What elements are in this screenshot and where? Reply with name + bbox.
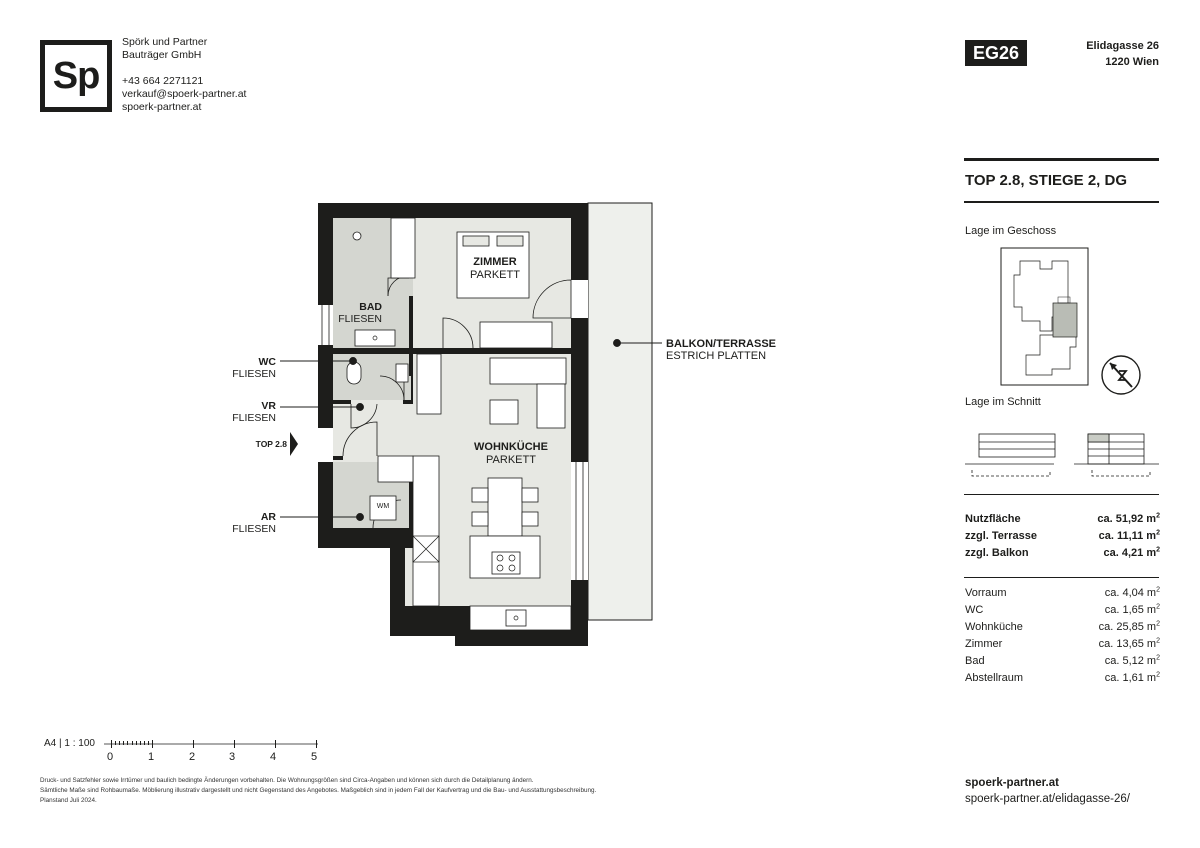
room-name: WOHNKÜCHE — [474, 441, 548, 453]
company-name-1: Spörk und Partner — [122, 36, 208, 48]
company-name-2: Bauträger GmbH — [122, 49, 202, 61]
area-value: ca. 25,85 $m^2$ — [1098, 620, 1160, 633]
area-value: ca. 51,92 $m^2$ — [1097, 512, 1160, 525]
scale-minor-tick — [127, 741, 128, 745]
area-label: Zimmer — [965, 638, 1003, 650]
scale-tick-label: 3 — [229, 751, 236, 763]
disclaimer-line: Planstand Juli 2024. — [40, 797, 97, 804]
area-value: ca. 13,65 $m^2$ — [1098, 637, 1160, 650]
area-value: ca. 4,04 $m^2$ — [1104, 586, 1160, 599]
area-label: Wohnküche — [965, 621, 1023, 633]
area-label: Nutzfläche — [965, 513, 1021, 525]
scale-major-tick — [111, 740, 112, 748]
scale-major-tick — [316, 740, 317, 748]
scale-tick-label: 0 — [107, 751, 114, 763]
scale-tick-label: 1 — [148, 751, 155, 763]
logo-text: Sp — [52, 54, 100, 97]
scale-minor-tick — [115, 741, 116, 745]
scale-minor-tick — [132, 741, 133, 745]
entrance-arrow-icon — [290, 432, 298, 456]
wm-label: WM — [376, 503, 390, 510]
area-label: zzgl. Balkon — [965, 547, 1029, 559]
area-label: zzgl. Terrasse — [965, 530, 1037, 542]
scale-minor-tick — [140, 741, 141, 745]
company-phone[interactable]: +43 664 2271121 — [122, 75, 204, 87]
scale-minor-tick — [136, 741, 137, 745]
scale-minor-tick — [148, 741, 149, 745]
room-name: BAD — [359, 301, 382, 313]
area-label: Vorraum — [965, 587, 1007, 599]
room-label-wc — [206, 356, 276, 380]
company-website[interactable]: spoerk-partner.at — [122, 101, 202, 113]
scale-tick-label: 4 — [270, 751, 277, 763]
room-label-ar — [206, 511, 276, 535]
room-name: AR — [260, 511, 276, 523]
room-label-zimmer — [450, 256, 540, 282]
room-floor: PARKETT — [486, 454, 536, 466]
room-name: VR — [261, 400, 276, 412]
area-value: ca. 11,11 $m^2$ — [1098, 529, 1160, 542]
scale-label: A4 | 1 : 100 — [44, 738, 95, 749]
area-label: WC — [965, 604, 984, 616]
lage-geschoss-label: Lage im Geschoss — [965, 225, 1057, 237]
footer-links — [965, 775, 1130, 807]
entrance-label: TOP 2.8 — [255, 439, 287, 449]
address-street: Elidagasse 26 — [1086, 40, 1159, 52]
area-value: ca. 5,12 $m^2$ — [1104, 654, 1160, 667]
area-value: ca. 1,61 $m^2$ — [1104, 671, 1160, 684]
room-floor: FLIESEN — [232, 368, 276, 380]
scale-tick-label: 5 — [311, 751, 318, 763]
unit-title: TOP 2.8, STIEGE 2, DG — [965, 172, 1128, 189]
area-value: ca. 4,21 $m^2$ — [1103, 546, 1160, 559]
disclaimer — [40, 776, 680, 806]
area-label: Abstellraum — [965, 672, 1024, 684]
room-name: BALKON/TERRASSE — [666, 338, 777, 350]
scale-tick-label: 2 — [189, 751, 196, 763]
area-label: Bad — [965, 655, 985, 667]
disclaimer-line: Druck- und Satzfehler sowie Irrtümer und baulich bedingte Änderungen vorbehalten. Die Wohnungsgrößen sind Circa-Angaben und können sich durch die Detailplanung ändern. — [40, 777, 534, 784]
room-label-balkon — [666, 338, 776, 362]
room-label-bad — [330, 301, 382, 325]
area-value: ca. 1,65 $m^2$ — [1104, 603, 1160, 616]
scale-minor-tick — [144, 741, 145, 745]
scale-minor-tick — [119, 741, 120, 745]
room-floor: ESTRICH PLATTEN — [666, 350, 767, 362]
scale-major-tick — [152, 740, 153, 748]
company-email[interactable]: verkauf@spoerk-partner.at — [122, 88, 247, 100]
scale-minor-tick — [123, 741, 124, 745]
scale-major-tick — [193, 740, 194, 748]
room-label-vr — [206, 400, 276, 424]
room-name: WC — [258, 356, 276, 368]
footer-site-link[interactable]: spoerk-partner.at — [965, 777, 1059, 789]
footer-project-link[interactable]: spoerk-partner.at/elidagasse-26/ — [965, 793, 1130, 805]
lage-schnitt-label: Lage im Schnitt — [965, 396, 1041, 408]
room-label-wohnkueche — [460, 441, 562, 467]
project-badge: EG26 — [965, 40, 1027, 66]
disclaimer-line: Sämtliche Maße sind Rohbaumaße. Möblierung illustrativ dargestellt und nicht Gegenstand des Angebotes. Maßgeblich sind in jedem Fall der Kaufvertrag und die Bau- und Ausstattungsbeschreibung. — [40, 787, 597, 794]
room-name: ZIMMER — [473, 256, 517, 268]
scale-major-tick — [275, 740, 276, 748]
room-floor: FLIESEN — [232, 523, 276, 535]
address-city: 1220 Wien — [1105, 56, 1159, 68]
room-floor: FLIESEN — [338, 313, 382, 325]
scale-major-tick — [234, 740, 235, 748]
room-floor: FLIESEN — [232, 412, 276, 424]
room-floor: PARKETT — [470, 269, 520, 281]
